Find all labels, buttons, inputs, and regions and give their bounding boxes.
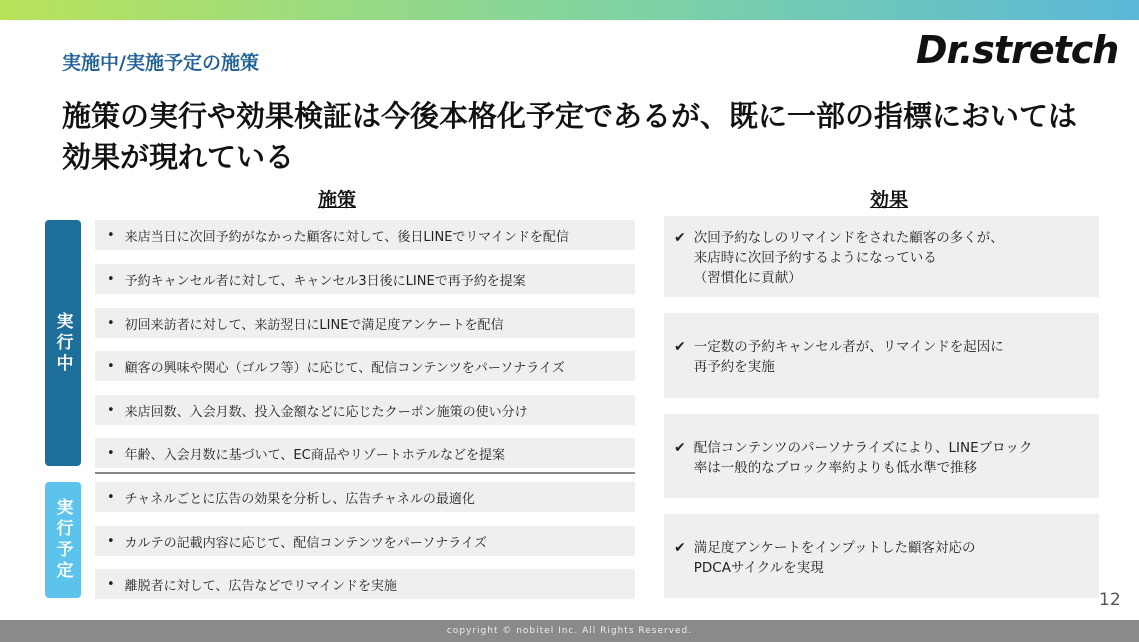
top-gradient-bar bbox=[0, 0, 1139, 20]
category-planned: 実行予定 bbox=[45, 482, 81, 598]
checkmark-icon: ✔ bbox=[674, 440, 686, 456]
measure-text: 顧客の興味や関心（ゴルフ等）に応じて、配信コンテンツをパーソナライズ bbox=[124, 360, 565, 376]
measure-text: 年齢、入会月数に基づいて、EC商品やリゾートホテルなどを提案 bbox=[124, 447, 506, 463]
page-number: 12 bbox=[1099, 590, 1121, 610]
bullet-icon: • bbox=[107, 358, 115, 374]
bullet-icon: • bbox=[107, 271, 115, 287]
footer-bar bbox=[0, 620, 1139, 642]
measure-item bbox=[95, 264, 635, 294]
top-bar-gap bbox=[0, 20, 1139, 26]
measure-item bbox=[95, 569, 635, 599]
effect-box bbox=[664, 313, 1099, 398]
checkmark-icon: ✔ bbox=[674, 339, 686, 355]
effect-text: 配信コンテンツのパーソナライズにより、LINEブロック 率は一般的なブロック率約よりも低水準で推移 bbox=[693, 440, 1033, 476]
effect-text: 次回予約なしのリマインドをされた顧客の多くが、 来店時に次回予約するようになっている （習慣化に貢献） bbox=[693, 230, 1004, 286]
checkmark-icon: ✔ bbox=[674, 230, 686, 246]
effect-box bbox=[664, 414, 1099, 498]
effects-column-title: 効果 bbox=[870, 189, 909, 211]
measure-item bbox=[95, 308, 635, 338]
section-label: 実施中/実施予定の施策 bbox=[62, 52, 259, 74]
category-divider bbox=[95, 472, 635, 474]
bullet-icon: • bbox=[107, 315, 115, 331]
bullet-icon: • bbox=[107, 227, 115, 243]
slide-headline: 施策の実行や効果検証は今後本格化予定であるが、既に一部の指標においては効果が現れている bbox=[62, 99, 1078, 174]
bullet-icon: • bbox=[107, 576, 115, 592]
measure-text: 予約キャンセル者に対して、キャンセル3日後にLINEで再予約を提案 bbox=[124, 273, 526, 289]
effect-box bbox=[664, 216, 1099, 297]
bullet-icon: • bbox=[107, 489, 115, 505]
measure-item bbox=[95, 438, 635, 468]
effect-text: 満足度アンケートをインプットした顧客対応の PDCAサイクルを実現 bbox=[693, 540, 976, 576]
bullet-icon: • bbox=[107, 533, 115, 549]
brand-logo: Dr.stretch bbox=[916, 28, 1119, 72]
measure-text: 離脱者に対して、広告などでリマインドを実施 bbox=[124, 578, 397, 594]
measure-item bbox=[95, 351, 635, 381]
measures-column-title: 施策 bbox=[318, 189, 357, 211]
measure-text: 来店回数、入会月数、投入金額などに応じたクーポン施策の使い分け bbox=[124, 404, 528, 420]
measure-item bbox=[95, 395, 635, 425]
measure-text: チャネルごとに広告の効果を分析し、広告チャネルの最適化 bbox=[124, 491, 475, 507]
bullet-icon: • bbox=[107, 402, 115, 418]
bullet-icon: • bbox=[107, 445, 115, 461]
measure-text: 来店当日に次回予約がなかった顧客に対して、後日LINEでリマインドを配信 bbox=[124, 229, 569, 245]
checkmark-icon: ✔ bbox=[674, 540, 686, 556]
measure-item bbox=[95, 482, 635, 512]
measure-item bbox=[95, 526, 635, 556]
category-executing: 実行中 bbox=[45, 220, 81, 466]
effect-text: 一定数の予約キャンセル者が、リマインドを起因に 再予約を実施 bbox=[693, 339, 1004, 375]
measure-text: カルテの記載内容に応じて、配信コンテンツをパーソナライズ bbox=[124, 535, 487, 551]
measure-item bbox=[95, 220, 635, 250]
copyright-text: copyright © nobitel Inc. All Rights Reserved. bbox=[446, 626, 693, 636]
measure-text: 初回来訪者に対して、来訪翌日にLINEで満足度アンケートを配信 bbox=[124, 317, 504, 333]
effect-box bbox=[664, 514, 1099, 598]
